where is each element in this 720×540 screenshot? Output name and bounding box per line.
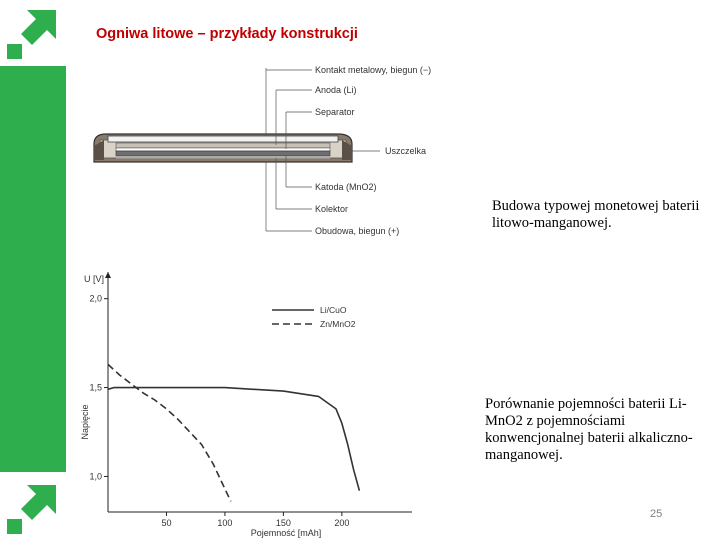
y-tick-label: 1,5	[89, 382, 102, 393]
arrow-icon	[0, 472, 66, 540]
series-line-2	[108, 364, 231, 501]
label-anode: Anoda (Li)	[315, 85, 357, 95]
discharge-chart	[72, 262, 422, 540]
legend-label-2: Zn/MnO2	[320, 319, 356, 329]
y-unit-label: U [V]	[84, 274, 105, 284]
arrow-icon	[0, 0, 66, 66]
page-number: 25	[650, 508, 663, 520]
arrow-logo-bottom	[0, 472, 66, 540]
label-seal: Uszczelka	[385, 146, 427, 156]
x-tick-label: 150	[275, 518, 291, 528]
label-metal-contact: Kontakt metalowy, biegun (−)	[315, 65, 432, 75]
arrow-logo-top	[0, 0, 66, 66]
x-axis-label: Pojemność [mAh]	[250, 528, 322, 538]
y-axis-arrow	[105, 272, 111, 278]
battery-caption: Budowa typowej monetowej baterii litowo-manganowej.	[492, 198, 700, 231]
chart-caption: Porównanie pojemności baterii Li-MnO2 z pojemnościami konwencjonalnej baterii alkaliczno-manganowej.	[485, 396, 693, 463]
slide-title: Ogniwa litowe – przykłady konstrukcji	[96, 26, 358, 42]
x-tick-label: 50	[161, 518, 172, 528]
battery-cross-section	[90, 62, 490, 242]
legend-label-1: Li/CuO	[320, 305, 347, 315]
label-housing: Obudowa, biegun (+)	[315, 226, 400, 236]
y-tick-label: 1,0	[89, 471, 102, 482]
y-tick-label: 2,0	[89, 293, 102, 304]
label-collector: Kolektor	[315, 204, 349, 214]
sidebar-band	[0, 0, 66, 540]
series-line-1	[108, 388, 359, 491]
x-tick-label: 100	[217, 518, 233, 528]
label-separator: Separator	[315, 107, 355, 117]
x-tick-label: 200	[334, 518, 350, 528]
y-axis-label: Napięcie	[80, 404, 90, 440]
label-cathode: Katoda (MnO2)	[315, 182, 377, 192]
